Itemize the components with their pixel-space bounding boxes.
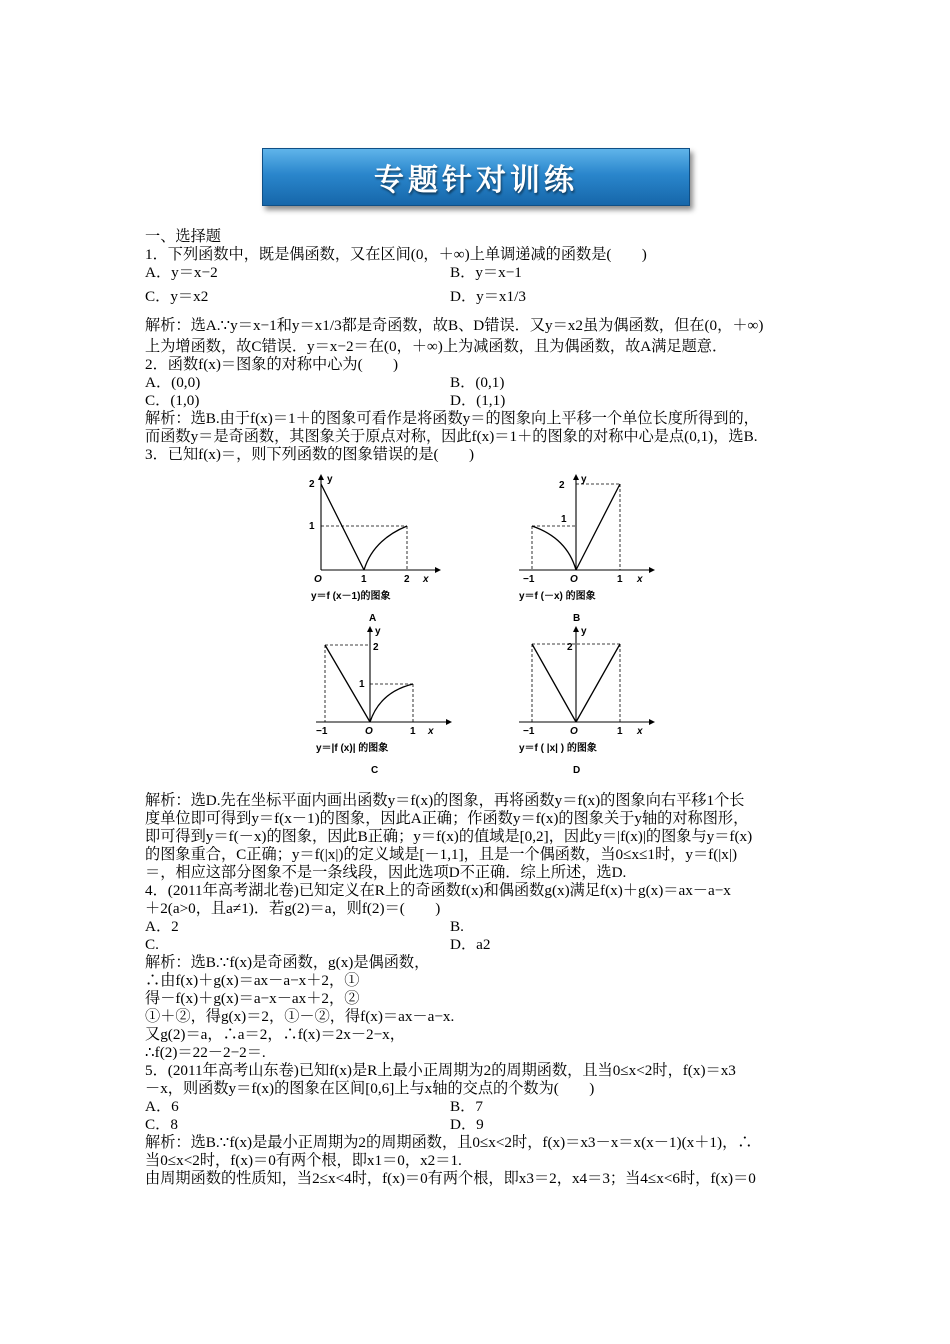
q2-option-a: A．(0,0)	[145, 374, 201, 391]
q5-option-d: D．9	[450, 1116, 484, 1133]
q4-stem-line1: 4．(2011年高考湖北卷)已知定义在R上的奇函数f(x)和偶函数g(x)满足f(x)＋g(x)＝ax－a−x	[145, 882, 731, 899]
q5-stem-line2: －x，则函数y＝f(x)的图象在区间[0,6]上与x轴的交点的个数为( )	[145, 1080, 595, 1097]
q5-stem-line1: 5．(2011年高考山东卷)已知f(x)是R上最小正周期为2的周期函数，且当0≤x<2时，f(x)＝x3	[145, 1062, 736, 1079]
q2-solution-line1: 解析：选B.由于f(x)＝1＋的图象可看作是将函数y＝的图象向上平移一个单位长度所得到的，	[145, 410, 759, 427]
graph-d-x-label: x	[637, 726, 643, 736]
q1-solution-line2: 上为增函数，故C错误．y＝x−2＝在(0，＋∞)上为减函数，且为偶函数，故A满足题意．	[145, 338, 728, 355]
graph-c	[310, 624, 460, 741]
q1-options-row1	[145, 264, 813, 282]
q4-solution-line2: ∴由f(x)＋g(x)＝ax－a−x＋2，①	[145, 972, 360, 989]
q4-option-d: D．a2	[450, 936, 491, 953]
graph-d-caption: y＝f ( |x| ) 的图象	[519, 743, 597, 754]
section-heading: 一、选择题	[145, 228, 221, 245]
banner-title: 专题针对训练	[374, 163, 578, 198]
q3-solution-line5: ＝，相应这部分图象不是一条线段，因此选项D不正确．综上所述，选D.	[145, 864, 627, 881]
q3-solution-line2: 度单位即可得到y＝f(x－1)的图象，因此A正确；作函数y＝f(x)的图象关于y轴的对称图形，	[145, 810, 749, 827]
q5-option-a: A．6	[145, 1098, 179, 1115]
graph-d-tick-2: 2	[567, 642, 573, 653]
q1-option-c: C．y＝x2	[145, 288, 209, 305]
q4-solution-line6: ∴f(2)＝22－2−2＝.	[145, 1044, 266, 1061]
graph-d-y-label: y	[581, 626, 587, 637]
q5-options-row1	[145, 1098, 813, 1116]
graph-a-tick-2: 2	[309, 479, 315, 490]
q5-option-b: B．7	[450, 1098, 483, 1115]
graph-d-letter: D	[573, 765, 581, 776]
q5-solution-line2: 当0≤x<2时，f(x)＝0有两个根，即x1＝0，x2＝1.	[145, 1152, 462, 1169]
q2-options-row1	[145, 374, 813, 392]
graph-b-tick-2: 2	[559, 480, 565, 491]
q3-solution-line1: 解析：选D.先在坐标平面内画出函数y＝f(x)的图象，再将函数y＝f(x)的图象向右平移1个长	[145, 792, 745, 809]
graph-a-origin: O	[314, 574, 322, 584]
graph-c-tick-2: 2	[373, 642, 379, 653]
q3-graphs	[145, 464, 813, 792]
graph-c-tick-1y: 1	[359, 679, 365, 690]
graph-c-y-label: y	[375, 626, 381, 637]
q2-option-c: C．(1,0)	[145, 392, 200, 409]
q2-solution-line2: 而函数y＝是奇函数，其图象关于原点对称，因此f(x)＝1＋的图象的对称中心是点(0,1)，选B.	[145, 428, 758, 445]
q4-solution-line3: 得－f(x)＋g(x)＝a−x－ax＋2，②	[145, 990, 360, 1007]
q4-options-row1	[145, 918, 813, 936]
graph-a-caption: y＝f (x－1)的图象	[311, 591, 391, 602]
q4-option-a: A．2	[145, 918, 179, 935]
q3-solution-line4: 的图象重合，C正确；y＝f(|x|)的定义域是[－1,1]，且是一个偶函数，当0≤x≤1时，y＝f(|x|)	[145, 846, 738, 863]
q1-option-d: D．y＝x1/3	[450, 288, 526, 305]
graph-c-origin: O	[365, 726, 373, 736]
q1-options-row2	[145, 282, 813, 306]
graph-a-tick-1x: 1	[361, 574, 367, 584]
q5-option-c: C．8	[145, 1116, 178, 1133]
q1-stem: 1．下列函数中，既是偶函数，又在区间(0，＋∞)上单调递减的函数是( )	[145, 246, 647, 263]
q4-solution-line4: ①＋②，得g(x)＝2，①－②，得f(x)＝ax－a−x.	[145, 1008, 455, 1025]
q2-options-row2	[145, 392, 813, 410]
document-body	[145, 228, 813, 1188]
graph-b-x-label: x	[637, 574, 643, 584]
q4-solution-line5: 又g(2)＝a，∴a＝2，∴f(x)＝2x－2−x，	[145, 1026, 405, 1043]
q4-stem-line2: ＋2(a>0，且a≠1)．若g(2)＝a，则f(2)＝( )	[145, 900, 441, 917]
q5-solution-line1: 解析：选B.∵f(x)是最小正周期为2的周期函数，且0≤x<2时，f(x)＝x3－x＝x(x－1)(x＋1)，∴	[145, 1134, 753, 1151]
graph-a-tick-1y: 1	[309, 521, 315, 532]
q2-stem: 2．函数f(x)＝图象的对称中心为( )	[145, 356, 399, 373]
graph-d-tick-neg1: −1	[523, 726, 535, 736]
graph-b	[513, 472, 663, 589]
q5-solution-line3: 由周期函数的性质知，当2≤x<4时，f(x)＝0有两个根，即x3＝2，x4＝3；当4≤x<6时，f(x)＝0	[145, 1170, 756, 1187]
graph-b-tick-neg1: −1	[523, 574, 535, 584]
graph-b-tick-1x: 1	[617, 574, 623, 584]
section-banner	[262, 148, 690, 206]
graph-b-y-label: y	[581, 474, 587, 485]
q1-option-a: A．y＝x−2	[145, 264, 218, 281]
q3-stem: 3．已知f(x)＝，则下列函数的图象错误的是( )	[145, 446, 475, 463]
graph-a-letter: A	[369, 613, 377, 624]
q1-solution-line1: 解析：选A.∵y＝x−1和y＝x1/3都是奇函数，故B、D错误．又y＝x2虽为偶函数，但在(0，＋∞)	[145, 317, 764, 334]
graph-b-origin: O	[570, 574, 578, 584]
q3-solution-line3: 即可得到y＝f(－x)的图象，因此B正确；y＝f(x)的值域是[0,2]，因此y＝|f(x)|的图象与y＝f(x)	[145, 828, 753, 845]
graph-c-tick-neg1: −1	[316, 726, 328, 736]
graph-c-x-label: x	[428, 726, 434, 736]
graph-a-x-label: x	[423, 574, 429, 584]
graph-b-tick-1y: 1	[561, 514, 567, 525]
graph-d-origin: O	[570, 726, 578, 736]
graph-a-y-label: y	[327, 474, 333, 485]
graph-a-tick-2x: 2	[404, 574, 410, 584]
q4-option-c: C.	[145, 936, 159, 953]
q1-option-b: B．y＝x−1	[450, 264, 522, 281]
q5-options-row2	[145, 1116, 813, 1134]
q4-option-b: B.	[450, 918, 464, 935]
q2-option-b: B．(0,1)	[450, 374, 505, 391]
q4-options-row2	[145, 936, 813, 954]
graph-d	[513, 624, 663, 741]
q2-option-d: D．(1,1)	[450, 392, 506, 409]
graph-c-tick-1x: 1	[410, 726, 416, 736]
graph-a	[305, 472, 455, 589]
graph-b-letter: B	[573, 613, 581, 624]
graph-c-letter: C	[371, 765, 379, 776]
q4-solution-line1: 解析：选B.∵f(x)是奇函数，g(x)是偶函数，	[145, 954, 430, 971]
graph-b-caption: y＝f (－x) 的图象	[519, 591, 596, 602]
graph-c-caption: y＝|f (x)| 的图象	[316, 743, 389, 754]
graph-d-tick-1x: 1	[617, 726, 623, 736]
